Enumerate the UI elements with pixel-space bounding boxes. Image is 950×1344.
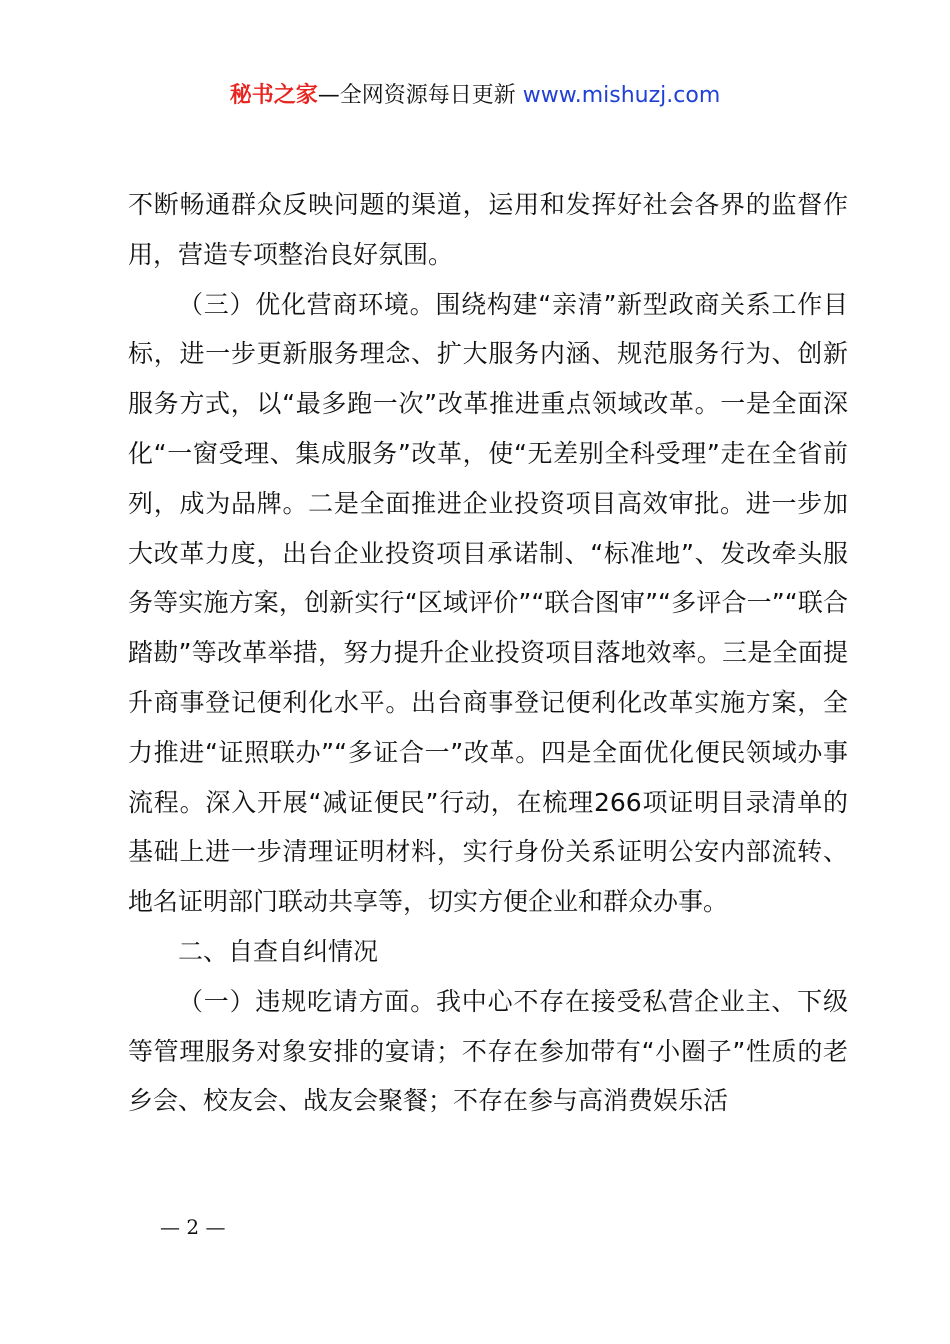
paragraph-improper-dining: （一）违规吃请方面。我中心不存在接受私营企业主、下级等管理服务对象安排的宴请；不存在参加带有“小圈子”性质的老乡会、校友会、战友会聚餐；不存在参与高消费娱乐活 <box>128 986 848 1116</box>
page-number: — 2 — <box>160 1215 226 1239</box>
paragraph-continuation: 不断畅通群众反映问题的渠道，运用和发挥好社会各界的监督作用，营造专项整治良好氛围。 <box>128 190 848 269</box>
site-url-link[interactable]: www.mishuzj.com <box>522 83 721 108</box>
page-header <box>0 80 950 112</box>
site-slogan: —全网资源每日更新 <box>317 83 516 108</box>
paragraph-business-environment: （三）优化营商环境。围绕构建“亲清”新型政商关系工作目标，进一步更新服务理念、扩大服务内涵、规范服务行为、创新服务方式，以“最多跑一次”改革推进重点领域改革。一是全面深化“一窗受理、集成服务”改革，使“无差别全科受理”走在全省前列，成为品牌。二是全面推进企业投资项目高效审批。进一步加大改革力度，出台企业投资项目承诺制、“标准地”、发改牵头服务等实施方案，创新实行“区域评价”“联合图审”“多评合一”“联合踏勘”等改革举措，努力提升企业投资项目落地效率。三是全面提升商事登记便利化水平。出台商事登记便利化改革实施方案，全力推进“证照联办”“多证合一”改革。四是全面优化便民领域办事流程。深入开展“减证便民”行动，在梳理266项证明目录清单的基础上进一步清理证明材料，实行身份关系证明公安内部流转、地名证明部门联动共享等，切实方便企业和群众办事。 <box>128 289 848 917</box>
document-body <box>128 180 848 1126</box>
section-heading-self-check: 二、自查自纠情况 <box>178 936 379 966</box>
site-brand: 秘书之家 <box>229 83 318 108</box>
